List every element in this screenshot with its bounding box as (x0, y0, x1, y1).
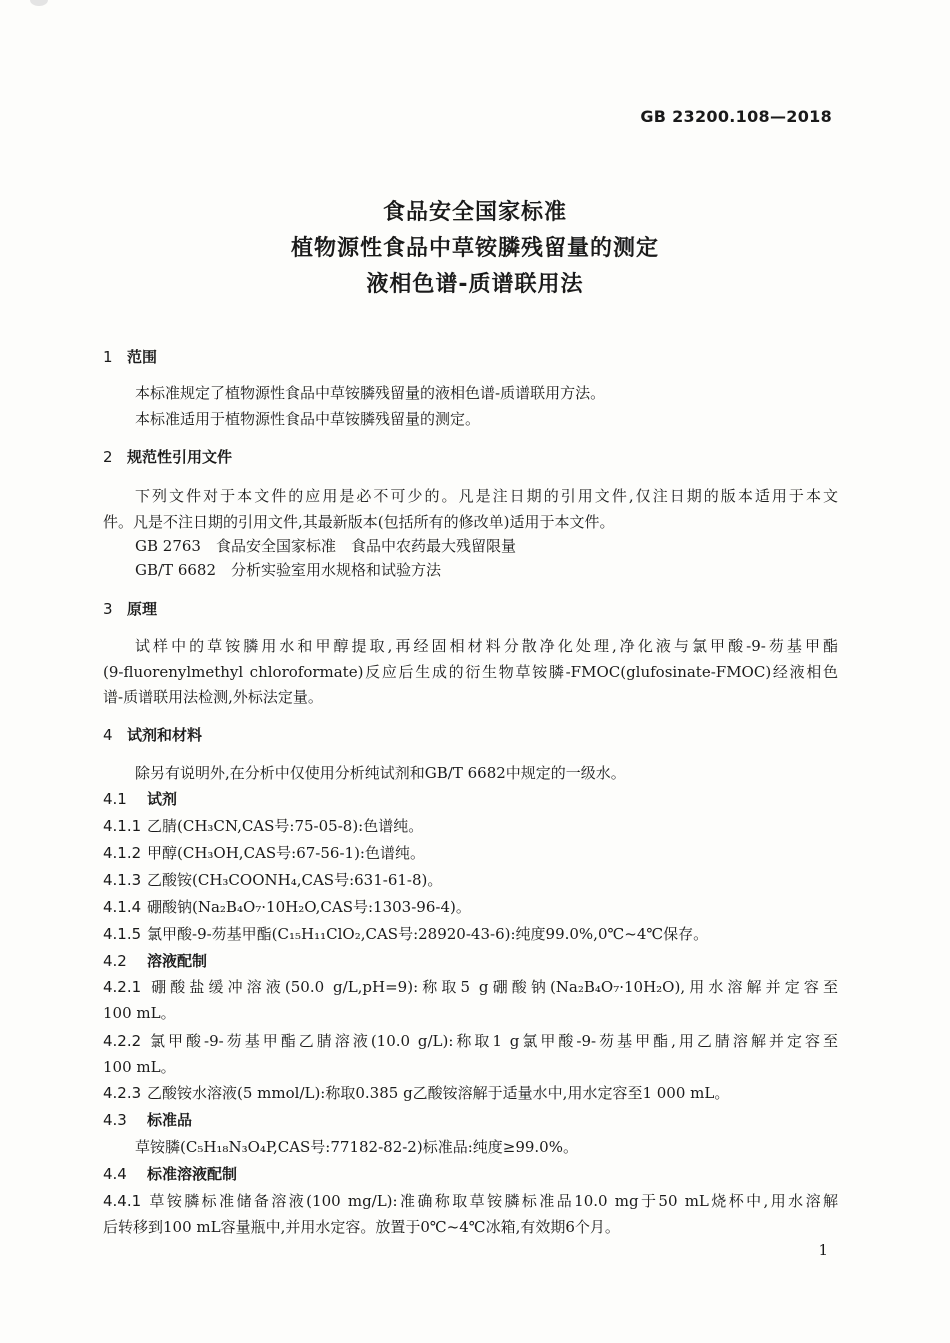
section-3-para-line-3: 谱-质谱联用法检测,外标法定量。 (103, 688, 323, 706)
page-number: 1 (818, 1241, 828, 1259)
subsection-4-1-heading: 4.1 试剂 (103, 790, 178, 808)
section-1-para-2: 本标准适用于植物源性食品中草铵膦残留量的测定。 (135, 410, 481, 428)
section-3-heading: 3 原理 (103, 600, 158, 618)
item-4-2-2-line-1: 4.2.2 氯甲酸-9-芴基甲酯乙腈溶液(10.0 g/L):称取1 g氯甲酸-9-芴基甲酯,用乙腈溶解并定容至 (103, 1032, 838, 1050)
standard-number: GB 23200.108—2018 (640, 107, 832, 126)
section-4-para-1: 除另有说明外,在分析中仅使用分析纯试剂和GB/T 6682中规定的一级水。 (135, 764, 626, 782)
section-1-para-1: 本标准规定了植物源性食品中草铵膦残留量的液相色谱-质谱联用方法。 (135, 384, 606, 402)
section-3-para-line-2: (9-fluorenylmethyl chloroformate)反应后生成的衍生物草铵膦-FMOC(glufosinate-FMOC)经液相色 (103, 663, 838, 681)
item-4-2-1-line-1: 4.2.1 硼酸盐缓冲溶液(50.0 g/L,pH=9):称取5 g硼酸钠(Na₂B₄O₇·10H₂O),用水溶解并定容至 (103, 978, 838, 996)
section-4-heading: 4 试剂和材料 (103, 726, 203, 744)
item-4-2-1-line-2: 100 mL。 (103, 1004, 176, 1022)
item-4-4-1-line-2: 后转移到100 mL容量瓶中,并用水定容。放置于0℃~4℃冰箱,有效期6个月。 (103, 1218, 620, 1236)
item-4-2-2-line-2: 100 mL。 (103, 1058, 176, 1076)
section-2-para-line-1: 下列文件对于本文件的应用是必不可少的。凡是注日期的引用文件,仅注日期的版本适用于本文 (135, 487, 838, 505)
item-4-1-5: 4.1.5 氯甲酸-9-芴基甲酯(C₁₅H₁₁ClO₂,CAS号:28920-43-6):纯度99.0%,0℃~4℃保存。 (103, 925, 709, 943)
item-4-4-1-line-1: 4.4.1 草铵膦标准储备溶液(100 mg/L):准确称取草铵膦标准品10.0 mg于50 mL烧杯中,用水溶解 (103, 1192, 838, 1210)
title-line-3: 液相色谱-质谱联用法 (366, 272, 584, 297)
reference-gbt6682: GB/T 6682 分析实验室用水规格和试验方法 (135, 561, 442, 579)
section-2-heading: 2 规范性引用文件 (103, 448, 233, 466)
scan-mark (30, 0, 48, 6)
section-3-para-line-1: 试样中的草铵膦用水和甲醇提取,再经固相材料分散净化处理,净化液与氯甲酸-9-芴基甲酯 (135, 637, 838, 655)
item-4-1-2: 4.1.2 甲醇(CH₃OH,CAS号:67-56-1):色谱纯。 (103, 844, 425, 862)
section-1-heading: 1 范围 (103, 348, 158, 366)
subsection-4-3-heading: 4.3 标准品 (103, 1111, 193, 1129)
title-line-2: 植物源性食品中草铵膦残留量的测定 (290, 236, 659, 261)
title-line-1: 食品安全国家标准 (382, 200, 567, 225)
reference-gb2763: GB 2763 食品安全国家标准 食品中农药最大残留限量 (135, 537, 516, 555)
item-4-1-3: 4.1.3 乙酸铵(CH₃COONH₄,CAS号:631-61-8)。 (103, 871, 443, 889)
subsection-4-4-heading: 4.4 标准溶液配制 (103, 1165, 238, 1183)
subsection-4-2-heading: 4.2 溶液配制 (103, 952, 208, 970)
section-2-para-line-2: 件。凡是不注日期的引用文件,其最新版本(包括所有的修改单)适用于本文件。 (103, 513, 615, 531)
section-4-3-para: 草铵膦(C₅H₁₈N₃O₄P,CAS号:77182-82-2)标准品:纯度≥99.0%。 (135, 1138, 578, 1156)
item-4-1-1: 4.1.1 乙腈(CH₃CN,CAS号:75-05-8):色谱纯。 (103, 817, 424, 835)
item-4-1-4: 4.1.4 硼酸钠(Na₂B₄O₇·10H₂O,CAS号:1303-96-4)。 (103, 898, 471, 916)
item-4-2-3: 4.2.3 乙酸铵水溶液(5 mmol/L):称取0.385 g乙酸铵溶解于适量水中,用水定容至1 000 mL。 (103, 1084, 730, 1102)
